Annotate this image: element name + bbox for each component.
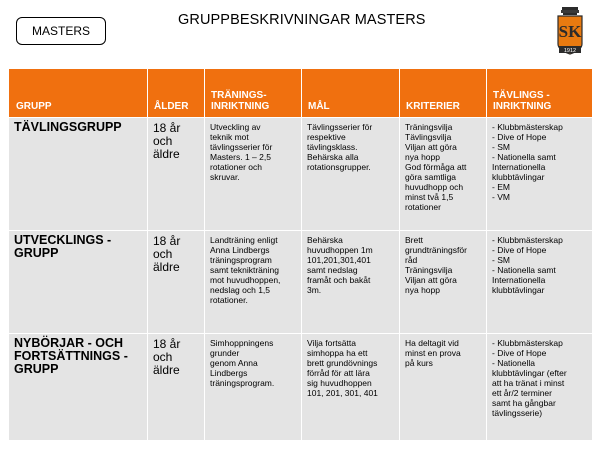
goal-cell: Vilja fortsätta simhoppa ha ett brett grundövnings förråd för att lära sig huvudhoppen 101, 201, 301, 401 — [302, 334, 400, 441]
competition-cell: - Klubbmästerskap - Dive of Hope - SM - Nationella samt Internationella klubbtävlingar — [487, 231, 593, 334]
group-name-cell: TÄVLINGSGRUPP — [9, 118, 148, 231]
table-row — [9, 334, 593, 441]
training-cell: Utveckling av teknik mot tävlingsserier för Masters. 1 – 2,5 rotationer och skruvar. — [205, 118, 302, 231]
header-traningsinriktning: TRÄNINGS- INRIKTNING — [205, 69, 302, 118]
header-alder: ÅLDER — [148, 69, 205, 118]
crest-year: 1912 — [563, 48, 577, 54]
club-crest-icon — [556, 6, 584, 58]
training-cell: Simhoppningens grunder genom Anna Lindbergs träningsprogram. — [205, 334, 302, 441]
group-name-cell: UTVECKLINGS - GRUPP — [9, 231, 148, 334]
training-cell: Landträning enligt Anna Lindbergs träningsprogram samt teknikträning mot huvudhoppen, nedslag och 1,5 rotationer. — [205, 231, 302, 334]
competition-cell: - Klubbmästerskap - Dive of Hope - Nationella klubbtävlingar (efter att ha tränat i minst ett år/2 terminer samt ha gångbar tävlingsserie) — [487, 334, 593, 441]
criteria-cell: Brett grundträningsför råd Träningsvilja Viljan att göra nya hopp — [400, 231, 487, 334]
age-cell: 18 år och äldre — [148, 231, 205, 334]
competition-cell: - Klubbmästerskap - Dive of Hope - SM - Nationella samt Internationella klubbtävlingar - EM - VM — [487, 118, 593, 231]
masters-tag: MASTERS — [16, 17, 106, 45]
group-table — [8, 68, 593, 441]
goal-cell: Behärska huvudhoppen 1m 101,201,301,401 samt nedslag framåt och bakåt 3m. — [302, 231, 400, 334]
header-mal: MÅL — [302, 69, 400, 118]
header-grupp: GRUPP — [9, 69, 148, 118]
group-name-cell: NYBÖRJAR - OCH FORTSÄTTNINGS - GRUPP — [9, 334, 148, 441]
header-tavlingsinriktning: TÄVLINGS - INRIKTNING — [487, 69, 593, 118]
table-row — [9, 118, 593, 231]
goal-cell: Tävlingsserier för respektive tävlingsklass. Behärska alla rotationsgrupper. — [302, 118, 400, 231]
criteria-cell: Träningsvilja Tävlingsvilja Viljan att göra nya hopp God förmåga att göra samtliga huvudhopp och minst två 1,5 rotationer — [400, 118, 487, 231]
svg-text:SK: SK — [558, 22, 582, 41]
header-kriterier: KRITERIER — [400, 69, 487, 118]
page-title: GRUPPBESKRIVNINGAR MASTERS — [178, 12, 426, 28]
age-cell: 18 år och äldre — [148, 334, 205, 441]
age-cell: 18 år och äldre — [148, 118, 205, 231]
table-header-row — [9, 69, 593, 118]
criteria-cell: Ha deltagit vid minst en prova på kurs — [400, 334, 487, 441]
table-row — [9, 231, 593, 334]
